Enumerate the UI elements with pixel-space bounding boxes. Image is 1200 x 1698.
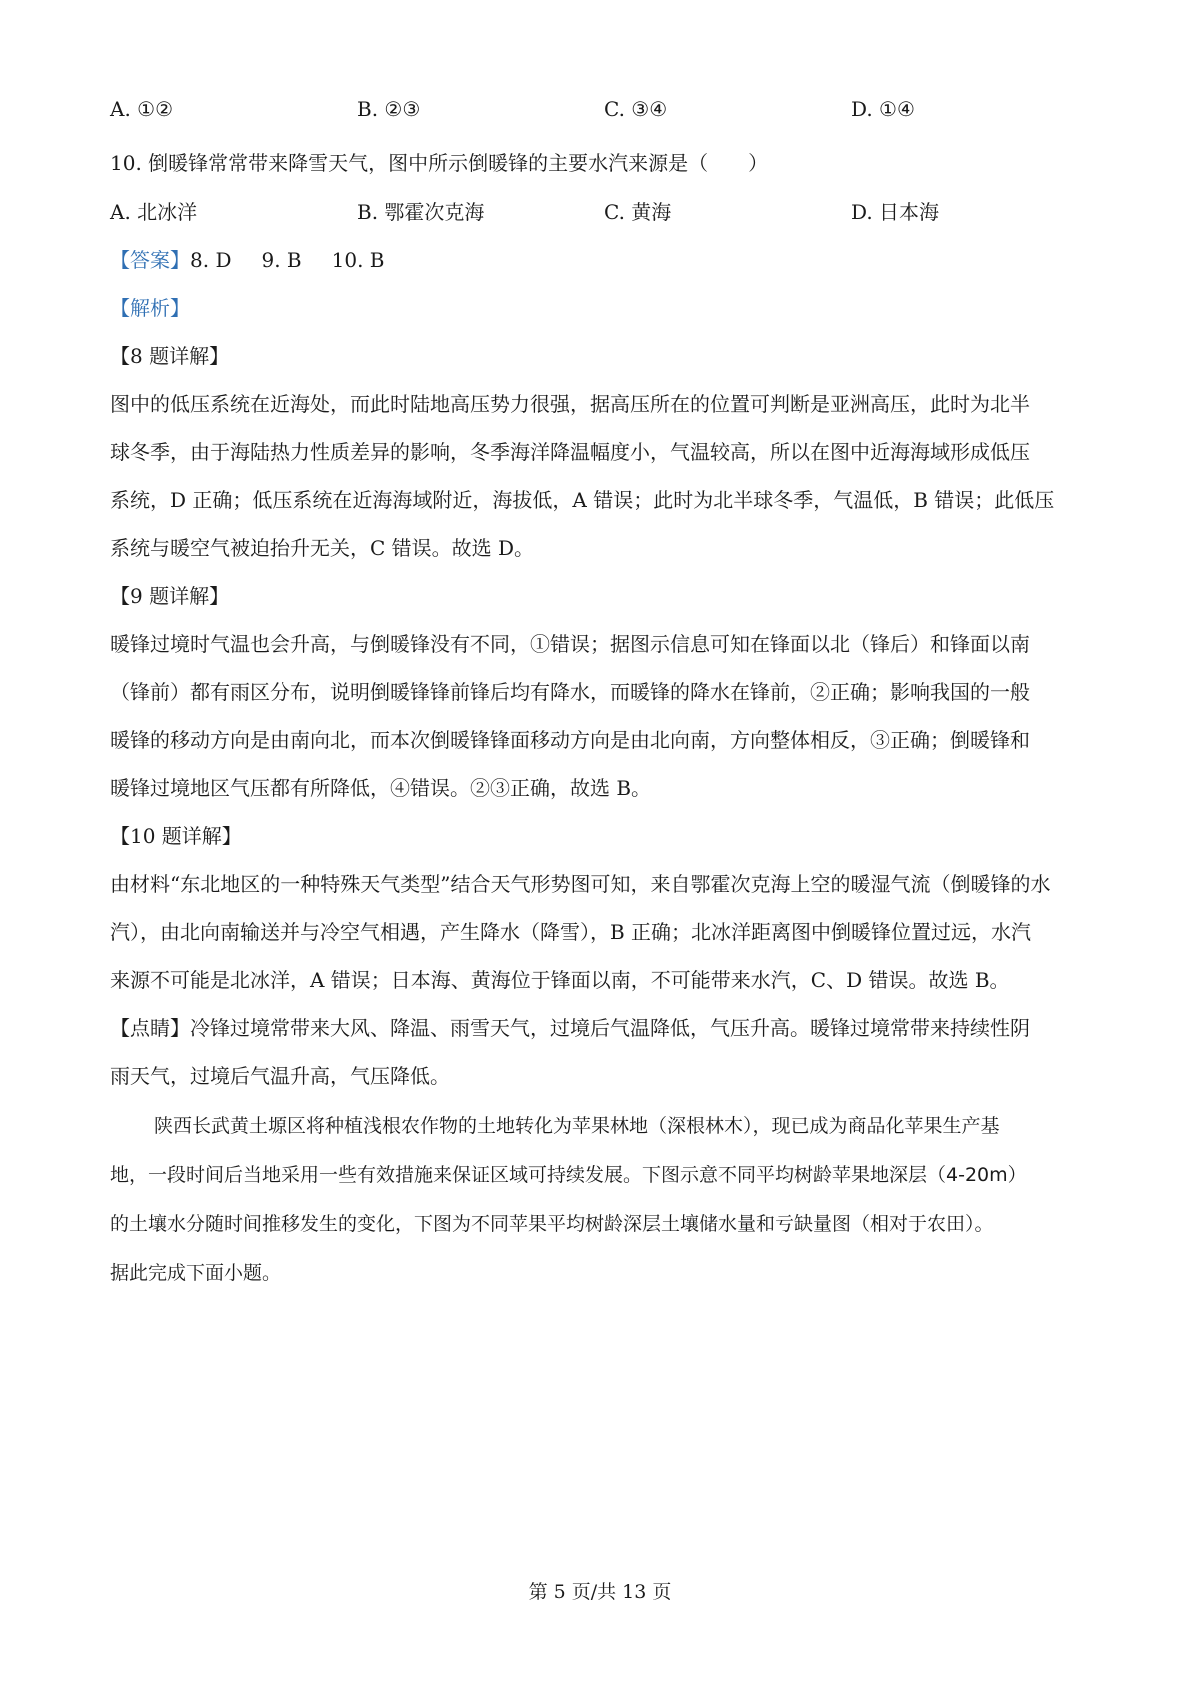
answer-item: 10. B bbox=[331, 248, 385, 272]
q10-detail-line: 汽），由北向南输送并与冷空气相遇，产生降水（降雪），B 正确；北冰洋距离图中倒暖锋位置过远，水汽 bbox=[110, 920, 1032, 944]
q10-stem: 10. 倒暖锋常常带来降雪天气，图中所示倒暖锋的主要水汽来源是（ ） bbox=[110, 151, 769, 175]
q8-detail-line: 图中的低压系统在近海处，而此时陆地高压势力很强，据高压所在的位置可判断是亚洲高压，此时为北半 bbox=[110, 392, 1030, 416]
q8-detail-line: 系统与暖空气被迫抬升无关，C 错误。故选 D。 bbox=[110, 536, 535, 560]
answer-item: 8. D bbox=[190, 248, 232, 272]
page-footer: 第 5 页/共 13 页 bbox=[528, 1581, 672, 1603]
passage-line: 的土壤水分随时间推移发生的变化，下图为不同苹果平均树龄深层土壤储水量和亏缺量图（相对于农田）。 bbox=[110, 1213, 994, 1235]
q9-option-a: A. ①② bbox=[110, 97, 174, 121]
passage-line: 据此完成下面小题。 bbox=[110, 1262, 282, 1284]
answer-label: 【答案】 bbox=[110, 248, 190, 272]
q10-option-c: C. 黄海 bbox=[604, 200, 672, 224]
q10-option-b: B. 鄂霍次克海 bbox=[357, 200, 485, 224]
passage-line: 陕西长武黄土塬区将种植浅根农作物的土地转化为苹果林地（深根林木），现已成为商品化苹果生产基 bbox=[154, 1115, 1000, 1137]
q9-detail-title: 【9 题详解】 bbox=[110, 584, 230, 608]
q10-detail-line: 由材料“东北地区的一种特殊天气类型”结合天气形势图可知，来自鄂霍次克海上空的暖湿气流（倒暖锋的水 bbox=[110, 872, 1051, 896]
point-line-2: 雨天气，过境后气温升高，气压降低。 bbox=[110, 1064, 450, 1088]
answer-line bbox=[110, 246, 1100, 274]
passage-line: 地，一段时间后当地采用一些有效措施来保证区域可持续发展。下图示意不同平均树龄苹果地深层（4-20m） bbox=[110, 1164, 1027, 1186]
q8-detail-line: 球冬季，由于海陆热力性质差异的影响，冬季海洋降温幅度小，气温较高，所以在图中近海海域形成低压 bbox=[110, 440, 1030, 464]
q8-detail-title: 【8 题详解】 bbox=[110, 344, 230, 368]
answer-item: 9. B bbox=[261, 248, 302, 272]
q9-option-b: B. ②③ bbox=[357, 97, 421, 121]
analysis-label: 【解析】 bbox=[110, 296, 190, 320]
q9-detail-line: （锋前）都有雨区分布，说明倒暖锋锋前锋后均有降水，而暖锋的降水在锋前，②正确；影响我国的一般 bbox=[110, 680, 1030, 704]
q10-option-a: A. 北冰洋 bbox=[110, 200, 198, 224]
q10-option-d: D. 日本海 bbox=[851, 200, 940, 224]
point-line bbox=[110, 1014, 1100, 1042]
point-label: 【点睛】 bbox=[110, 1016, 190, 1040]
q9-detail-line: 暖锋的移动方向是由南向北，而本次倒暖锋锋面移动方向是由北向南，方向整体相反，③正确；倒暖锋和 bbox=[110, 728, 1030, 752]
q8-detail-line: 系统，D 正确；低压系统在近海海域附近，海拔低，A 错误；此时为北半球冬季，气温低，B 错误；此低压 bbox=[110, 488, 1055, 512]
q9-detail-line: 暖锋过境时气温也会升高，与倒暖锋没有不同，①错误；据图示信息可知在锋面以北（锋后）和锋面以南 bbox=[110, 632, 1030, 656]
q9-detail-line: 暖锋过境地区气压都有所降低，④错误。②③正确，故选 B。 bbox=[110, 776, 652, 800]
q10-detail-title: 【10 题详解】 bbox=[110, 824, 242, 848]
point-text: 冷锋过境常带来大风、降温、雨雪天气，过境后气温降低，气压升高。暖锋过境常带来持续性阴 bbox=[190, 1016, 1030, 1040]
q9-option-d: D. ①④ bbox=[851, 97, 915, 121]
q10-detail-line: 来源不可能是北冰洋，A 错误；日本海、黄海位于锋面以南，不可能带来水汽，C、D 错误。故选 B。 bbox=[110, 968, 1010, 992]
q9-option-c: C. ③④ bbox=[604, 97, 668, 121]
